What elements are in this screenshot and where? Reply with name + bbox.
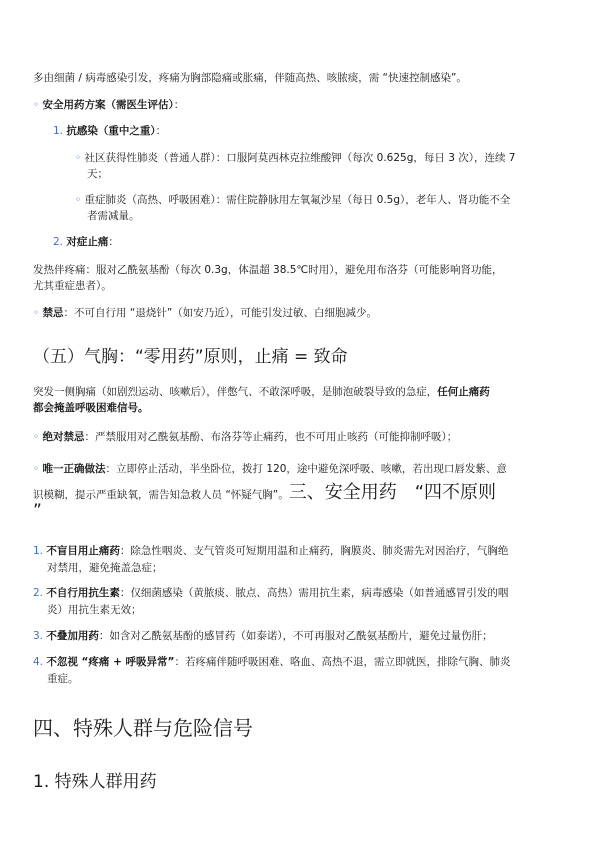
fever-paragraph [33,262,502,279]
section-heading [33,346,348,368]
principle-item [33,543,508,560]
fever-text: 尤其重症患者）。 [33,280,112,292]
pneumothorax-bold: 都会掩盖呼吸困难信号。 [33,402,149,414]
principle-item [33,654,510,671]
intro-paragraph [33,70,467,87]
safe-plan-item [33,97,184,114]
list-item-text: 者需减量。 [87,210,140,222]
list-item-text: 天； [87,168,108,180]
absolute-ban-item [33,429,457,446]
list-item-text: 社区获得性肺炎（普通人群）：口服阿莫西林克拉维酸钾（每次 0.625g，每日 3 次），连续 7 [84,152,516,164]
symptom-item [53,234,119,251]
principle-text: ：除急性咽炎、支气管炎可短期用温和止痛药，胸膜炎、肺炎需先对因治疗，气胸绝 [119,545,509,557]
ban-text: ：不可自行用 “退烧针”（如安乃近），可能引发过敏、白细胞减少。 [63,307,378,319]
correct-method-text: ：立即停止活动，半坐卧位，拨打 120，途中避免深呼吸、咳嗽，若出现口唇发紫、意 [105,463,507,475]
principle-text: 对禁用，避免掩盖急症； [47,562,163,574]
fever-text: 发热伴疼痛：服对乙酰氨基酚（每次 0.3g，体温超 38.5℃时用），避免用布洛芬（可能影响肾功能， [33,264,503,276]
list-number: 4. [33,656,44,668]
principle-label: 不忽视 “疼痛 + 呼吸异常” [46,656,175,668]
section-heading-inline: 三、安全用药 “四不原则 [288,482,497,503]
section-heading-text: ” [33,501,42,521]
section-heading-text: （五）气胸：“零用药”原则，止痛 = 致命 [33,347,348,367]
ban-item [33,305,377,322]
subsection-heading [33,771,157,793]
anti-infection-label: 抗感染（重中之重） [66,125,156,137]
principle-text: 炎）用抗生素无效； [47,604,142,616]
ban-label: 禁忌 [42,307,64,319]
correct-method-text: 识模糊，提示严重缺氧，需告知急救人员 “怀疑气胸”。 [33,489,289,501]
principle-text: ：若疼痛伴随呼吸困难、咯血、高热不退，需立即就医，排除气胸、肺炎 [174,656,511,668]
principle-text: 重症。 [47,673,79,685]
pneumothorax-paragraph [33,384,490,401]
list-item-continuation [87,208,140,225]
list-number: 1. [33,545,44,557]
pneumothorax-text: 突发一侧胸痛（如剧烈运动、咳嗽后），伴憋气、不敢深呼吸，是肺泡破裂导致的急症， [33,386,438,398]
section-heading [33,715,253,741]
bullet-icon: ◦ [75,152,82,164]
fever-paragraph-continued [33,278,112,295]
list-item [75,192,510,209]
absolute-ban-label: 绝对禁忌 [42,431,85,443]
pneumothorax-bold: 任何止痛药 [437,386,490,398]
list-number: 2. [33,587,44,599]
principle-label: 不叠加用药 [46,630,99,642]
principle-item-continued [47,602,142,619]
correct-method-item [33,461,507,478]
principle-item-continued [47,560,163,577]
principle-item-continued [47,671,79,688]
bullet-icon: ◦ [33,431,40,443]
bullet-icon: ◦ [33,307,40,319]
safe-plan-colon: ： [173,99,185,111]
bullet-icon: ◦ [75,194,82,206]
symptom-colon: ： [108,236,119,248]
safe-plan-label: 安全用药方案（需医生评估） [42,99,174,111]
list-item [75,150,515,167]
list-item-text: 重症肺炎（高热、呼吸困难）：需住院静脉用左氧氟沙星（每日 0.5g），老年人、肾功能不全 [84,194,511,206]
section-heading-tail [33,500,42,522]
correct-method-label: 唯一正确做法 [42,463,106,475]
principle-label: 不自行用抗生素 [46,587,120,599]
absolute-ban-text: ：严禁服用对乙酰氨基酚、布洛芬等止痛药，也不可用止咳药（可能抑制呼吸）； [84,431,458,443]
bullet-icon: ◦ [33,463,40,475]
principle-text: ：仅细菌感染（黄脓痰、脓点、高热）需用抗生素，病毒感染（如普通感冒引发的咽 [119,587,509,599]
principle-item [33,628,493,645]
list-item-continuation [87,166,108,183]
pneumothorax-paragraph-continued [33,400,149,417]
bullet-icon: ◦ [33,99,40,111]
list-number: 1. [53,125,64,137]
principle-item [33,585,508,602]
principle-label: 不盲目用止痛药 [46,545,120,557]
subsection-heading-text: 1. 特殊人群用药 [33,772,157,792]
principle-text: ：如含对乙酰氨基酚的感冒药（如泰诺），不可再服对乙酰氨基酚片，避免过量伤肝； [98,630,493,642]
section-heading-text: 四、特殊人群与危险信号 [33,716,253,740]
anti-infection-item [53,123,166,140]
symptom-label: 对症止痛 [66,236,109,248]
anti-infection-colon: ： [155,125,167,137]
correct-method-continued [33,478,496,504]
list-number: 3. [33,630,44,642]
intro-text: 多由细菌 / 病毒感染引发，疼痛为胸部隐痛或胀痛，伴随高热、咳脓痰，需 “快速控制感染”。 [33,72,467,84]
list-number: 2. [53,236,64,248]
